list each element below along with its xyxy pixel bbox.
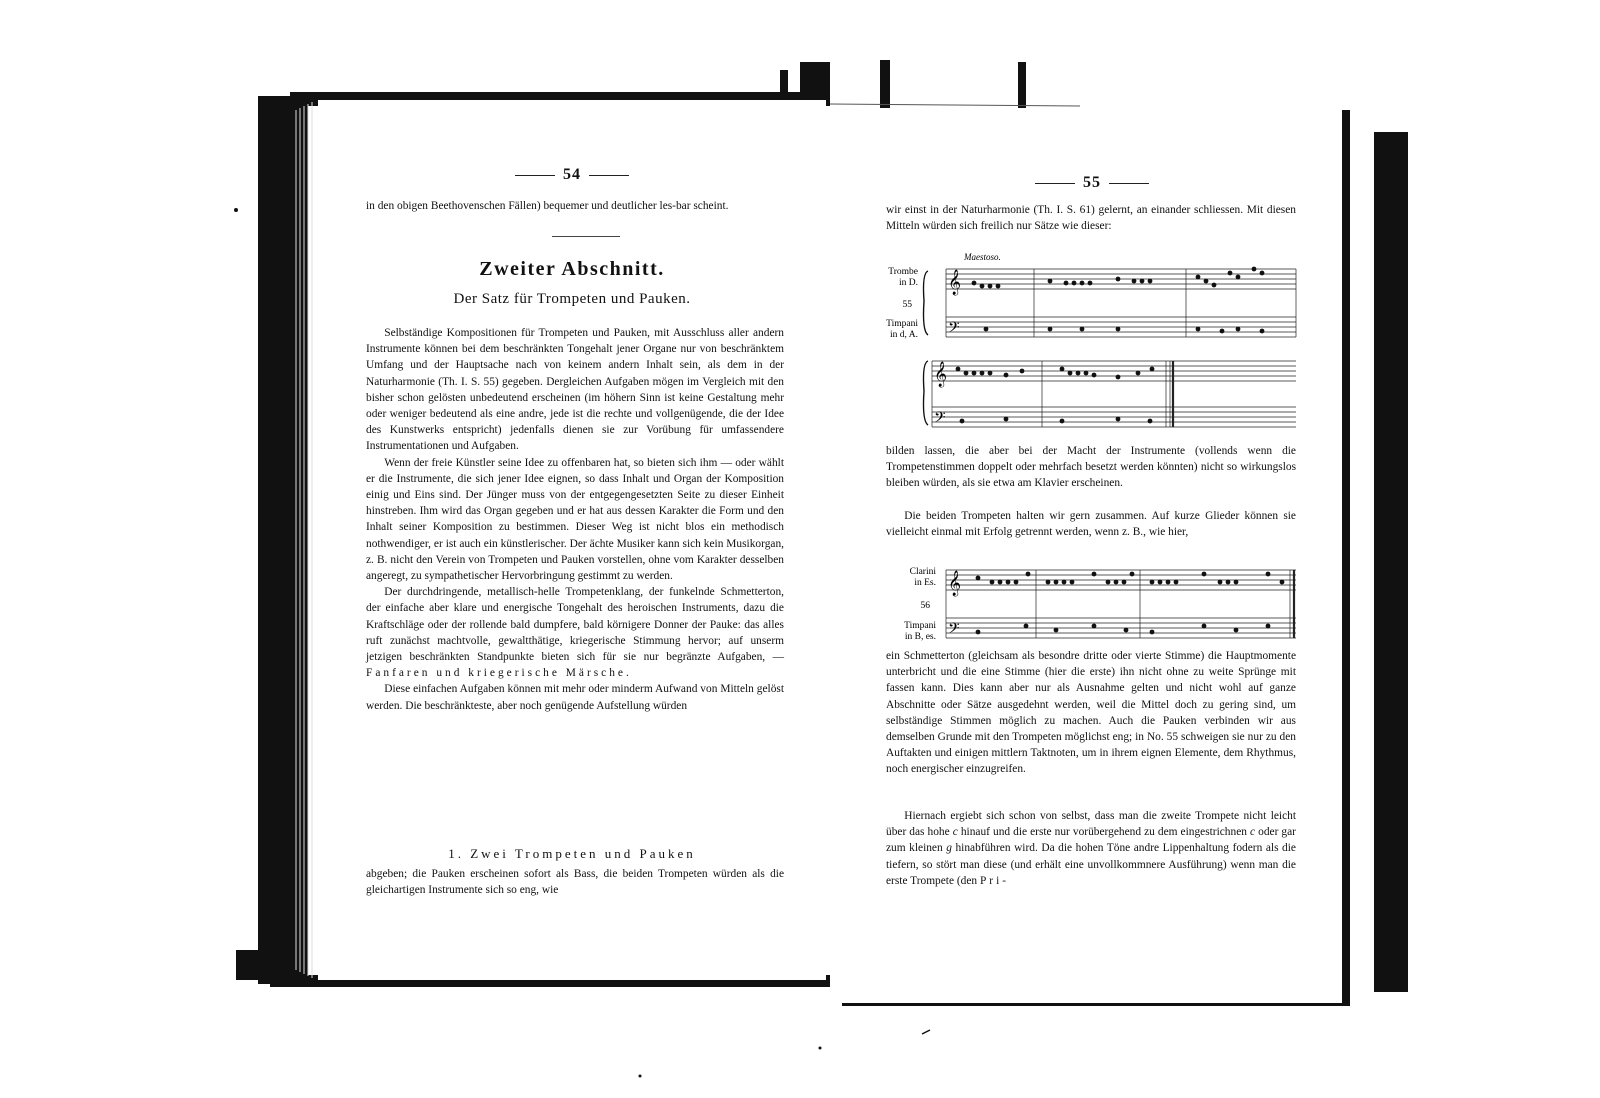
music-example-56 — [886, 560, 1298, 646]
left-page — [318, 100, 826, 980]
svg-text:𝄢: 𝄢 — [948, 319, 960, 340]
right-paragraph-4: ein Schmetterton (gleichsam als besondre dritte oder vierte Stimme) die Hauptmomente unterbricht und die eine Stimme (hier die erste) ihn nicht ohne zu weite Sprünge mit fassen kann. Dies kann aber nur als Ausnahme gelten und nicht wohl auf ganze Abschnitte oder Sätze ausgedehnt werden, weil die Mittel doch zu gering sind, um selbständige Stimmen möglich zu machen. Auch die Pauken verbinden wir aus demselben Grunde mit den Trompeten möglichst eng; in No. 55 schweigen sie nur zu den Auftakten und einigen mittlern Taktnoten, um in ihrem eignen Elemente, dem Rhythmus, noch energischer einzugreifen. — [886, 650, 1296, 776]
left-body — [366, 325, 784, 714]
svg-text:𝄢: 𝄢 — [948, 620, 960, 641]
right-paragraph-3: Die beiden Trompeten halten wir gern zusammen. Auf kurze Glieder können sie vielleicht einmal mit Erfolg getrennt werden, wenn z. B., wie hier, — [886, 510, 1296, 539]
divider — [552, 236, 620, 237]
timpani-label-3: Timpani — [904, 621, 936, 631]
left-intro: in den obigen Beethovenschen Fällen) bequemer und deutlicher les-bar scheint. — [366, 200, 729, 212]
right-intro: wir einst in der Naturharmonie (Th. I. S. 61) gelernt, an einander schliessen. Mit diesen Mitteln würden sich freilich nur Sätze wie dieser: — [886, 204, 1296, 233]
score-notation-55 — [886, 251, 1298, 439]
clarini-label-2: in Es. — [914, 578, 936, 588]
svg-text:𝄞: 𝄞 — [948, 270, 962, 295]
svg-text:𝄞: 𝄞 — [948, 571, 962, 596]
page-number-right: 55 — [842, 174, 1342, 192]
left-paragraph-1: Selbständige Kompositionen für Trompeten und Pauken, mit Ausschluss aller andern Instrumente können bei dem beschränkten Tongehalt jener Organe nur von beschränktem Umfang und der Hauptsache nach von keinem andern Inhalt sein, als dem in der Naturharmonie (Th. I. S. 55) gegeben. Dergleichen Aufgaben mögen im Vergleich mit den bisher schon gelösten unbedeutend erscheinen (im höhern Sinn ist keine Gestaltung mehr oder weniger bedeutend als eine andre, jede ist die rechte und vollgenügende, die der Idee des Kunstwerks entspricht) jedenfalls dienen sie zur Vorübung für umfassendere Instrumentationen und Aufgaben. — [366, 327, 784, 453]
trumpet-label-1: Trombe — [888, 267, 918, 277]
right-page — [842, 108, 1342, 1003]
left-paragraph-2: Wenn der freie Künstler seine Idee zu offenbaren hat, so bieten sich ihm — oder wählt er die Instrumente, die sich jener Idee eignen, so dass Inhalt und Organ der Komposition einig und Eins sind. Der Jünger muss von der entgegengesetzten Seite zu dieser Einheit hinstreben. Ihm wird das Organ gegeben und er hat aus dessen Karakter die Form und den Inhalt seiner Komposition zu bestimmen. Dieser Weg ist nicht blos ein methodisch nothwendiger, er ist auch ein künstlerischer. Der ächte Musiker kann sich kein Musikorgan, z. B. nicht den Verein von Trompeten und Pauken vorstellen, ohne vom Karakter desselben angeregt, zu sympathetischer Hervorbringung gestimmt zu werden. — [366, 456, 784, 583]
timpani-label-2: in d, A. — [890, 330, 918, 340]
right-paragraph-5: Hiernach ergiebt sich schon von selbst, dass man die zweite Trompete nicht leicht über das hohe c hinauf und die erste nur vorübergehend zu dem eingestrichnen c oder gar zum kleinen g hinabführen wird. Da die hohen Töne andre Lippenhaltung fodern als die tiefern, so stört man diese (und erhält eine unvollkommnere Ausführung) wenn man die erste Trompete (den Pri- — [886, 810, 1296, 887]
subsection-heading: 1. Zwei Trompeten und Pauken — [448, 846, 696, 861]
example-number-56: 56 — [920, 601, 930, 611]
tempo-marking: Maestoso. — [964, 252, 1001, 262]
right-paragraph-2: bilden lassen, die aber bei der Macht der Instrumente (vollends wenn die Trompetenstimmen doppelt oder mehrfach besetzt werden könnten) nicht so wirkungslos bleiben würden, als sie etwa am Klavier erscheinen. — [886, 445, 1296, 490]
page-number-left: 54 — [318, 166, 826, 184]
left-paragraph-4: Diese einfachen Aufgaben können mit mehr oder minderm Aufwand von Mitteln gelöst werden. Die beschränkteste, aber noch genügende Aufstellung würden — [366, 683, 784, 712]
timpani-label-4: in B, es. — [904, 632, 936, 642]
section-title: Zweiter Abschnitt. — [479, 258, 665, 280]
svg-text:𝄞: 𝄞 — [934, 362, 948, 387]
score-notation-56 — [886, 560, 1298, 646]
left-paragraph-3: Der durchdringende, metallisch-helle Trompetenklang, der funkelnde Schmetterton, der einfache aber klare und energische Tongehalt des heroischen Instruments, dazu die Kraftschläge oder der rollende bald dumpfere, bald körnigere Donner der Pauke: das alles ruft zunächst machtvolle, gewaltthätige, kriegerische Stimmung hervor; auf unserm jetzigen beschränkten Standpunkte bieten sich für sie nur begränzte Aufgaben, — Fanfaren und kriegerische Märsche. — [366, 586, 784, 680]
example-number-55: 55 — [902, 300, 912, 310]
trumpet-label-2: in D. — [899, 278, 918, 288]
timpani-label-1: Timpani — [886, 319, 918, 329]
music-example-55 — [886, 251, 1298, 439]
left-closing: abgeben; die Pauken erscheinen sofort als Bass, die beiden Trompeten würden als die gleichartigen Instrumente sich so eng, wie — [366, 868, 784, 897]
section-subtitle: Der Satz für Trompeten und Pauken. — [453, 291, 691, 307]
svg-text:𝄢: 𝄢 — [934, 409, 946, 430]
clarini-label-1: Clarini — [909, 567, 936, 577]
